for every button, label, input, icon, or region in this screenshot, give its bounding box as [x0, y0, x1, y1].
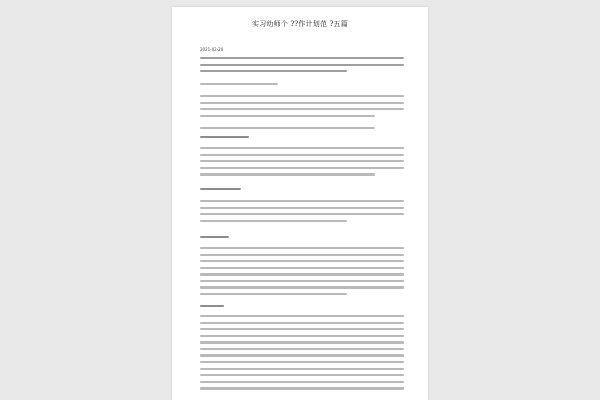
paragraph — [200, 147, 404, 180]
section-heading — [200, 236, 404, 238]
section-heading — [200, 136, 404, 138]
intro-paragraph — [200, 57, 404, 77]
paragraph — [200, 247, 404, 300]
section-heading — [200, 305, 404, 307]
paragraph — [200, 127, 404, 134]
document-date: 2021-02-20 — [200, 47, 224, 52]
section-heading — [200, 188, 404, 190]
paragraph — [200, 315, 404, 394]
paragraph — [200, 200, 404, 226]
document-title: 实习幼师个 ??作计划范 ?五篇 — [252, 20, 348, 28]
paragraph — [200, 95, 404, 121]
chapter-heading — [200, 83, 404, 90]
document-page — [172, 7, 428, 400]
